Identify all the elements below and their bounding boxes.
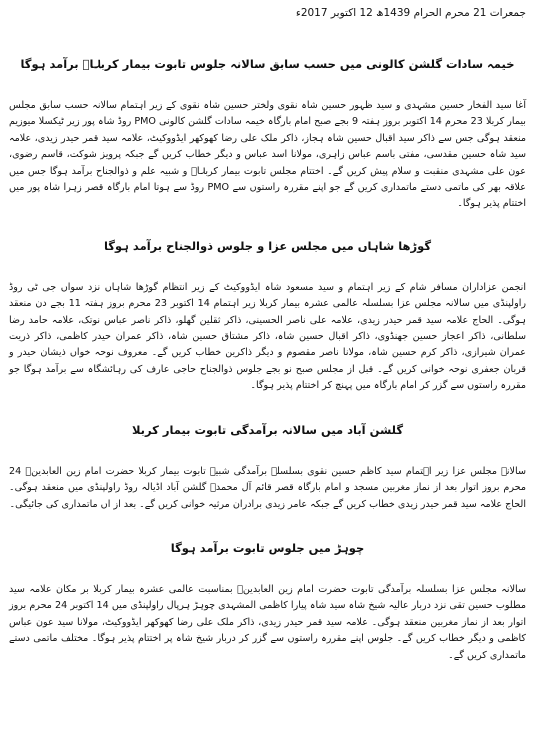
article-body: انجمن عزاداران مسافر شام کے زیر اہتمام و سید مسعود شاہ ایڈووکیٹ کے زیر انتظام گوڑھا شاہاں نزد سواں جی ٹی روڈ راولپنڈی میں سالانہ مجلس عزا بسلسلہ عالمی عشرہ بیمار کربلا زیر اہتمام 14 اکتوبر 23 محرم بروز ہفتہ 11 بجے دن منعقد ہوگی۔ الحاج علامہ سید قمر حیدر زیدی، علامہ علی ناصر الحسینی، ذاکر ثقلین گھلو، ذاکر ناصر عباس نوتک، علامہ حامد رضا سلطانی، ذاکر اعجاز حسین جھنڈوی، ذاکر اقبال حسین شاہ، ذاکر مشتاق حسین شاہ، ذاکر عمران حیدر کاظمی، ذاکر ذریت عمران شیرازی، ذاکر کرم حسین شاہ، مولانا ناصر مقصوم و دیگر ذاکرین خطاب کریں گے۔ معروف نوحہ خواں ذیشان حیدر و قربان جعفری نوحہ خوانی کریں گے۔ قبل از مجلس صبح نو بجے جلوس ذوالجناح حاجی عارف کی رہائشگاہ سے برآمد ہوگا جو مقررہ راستوں سے گزر کر امام بارگاہ میں پہنچ کر اختتام پذیر ہوگا۔ <box>9 281 526 392</box>
article-gulshan-abad <box>9 422 526 513</box>
article-chohar <box>9 540 526 664</box>
article-gorha-shahan <box>9 238 526 395</box>
article-headline: چوہڑ میں جلوس تابوت برآمد ہوگا <box>170 540 365 555</box>
article-headline: گوڑھا شاہاں میں مجلس عزا و جلوس ذوالجناح برآمد ہوگا <box>103 238 432 253</box>
dateline: جمعرات 21 محرم الحرام 1439ھ 12 اکتوبر 2017ء <box>295 7 526 19</box>
article-headline: خیمہ سادات گلشن کالونی میں حسب سابق سالانہ جلوس تابوت بیمار کربلاؑ برآمد ہوگا <box>20 57 515 71</box>
article-khaima-sadaat <box>9 56 526 213</box>
article-body: سالانہ مجلس عزا بسلسلہ برآمدگی تابوت حضرت امام زین العابدینؑ بمناسبت عالمی عشرہ بیمار کربلا بر مکان علامہ سید مطلوب حسین تقی نزد دربار عالیہ شیخ شاہ سید شاہ پیارا کاظمی المشہدی چوہڑ ہرپال راولپنڈی میں 14 اکتوبر 24 محرم بروز اتوار بعد از نماز مغربین منعقد ہوگی۔ علامہ سید قمر حیدر زیدی، ذاکر ملک علی رضا کھوکھر ایڈووکیٹ، مولانا سید عون عباس کاظمی و دیگر خطاب کریں گے۔ جلوس اپنے مقررہ راستوں سے گزر کر دربار شیخ شاہ پر اختتام پذیر ہوگا۔ مختلف ماتمی دستے ماتمداری کریں گے۔ <box>9 583 526 661</box>
article-body: آغا سید الفخار حسین مشہدی و سید ظہور حسین شاہ نقوی ولختر حسین شاہ نقوی کے زیر اہتمام سالانہ حسب سابق مجلس بیمار کربلا 23 محرم 14 اکتوبر بروز ہفتہ 9 بجے صبح امام بارگاہ خیمہ سادات گلشن کالونی PMO روڈ شاہ پور زیر ٹیکسلا میوزیم منعقد ہوگی جس سے ذاکر سید اقبال حسین شاہ ہجاز، ذاکر ملک علی رضا کھوکھر ایڈووکیٹ، علامہ سید قمر حیدر زیدی، علامہ سید شاہ حسین مقدسی، مفتی باسم عباس زاہری، مولانا اسد عباس و دیگر خطاب کریں گے جبکہ پرویز شوکت، قاسم رضوی، عون علی مشہدی منقبت و سلام پیش کریں گے۔ اختتام مجلس تابوت بیمار کربلاؑ و شبیہ علم و ذوالجناح برآمد ہوگا جس میں علاقہ بھر کی ماتمی دستے ماتمداری کریں گے جو اپنے مقررہ راستوں سے PMO روڈ سے ہوتا امام بارگاہ قصر زہرا شاہ پور میں اختتام پذیر ہوگا۔ <box>9 100 526 210</box>
article-body: سالانہ مجلس عزا زیر اہتمام سید کاظم حسین نقوی بسلسلہ برآمدگی شبیہ تابوت بیمار کربلا حضرت امام زین العابدینؑ 24 محرم بروز اتوار بعد از نماز مغربین مسجد و امام بارگاہ قصر قائم آل محمدؐ گلشن آباد اڈیالہ روڈ راولپنڈی میں منعقد ہوگی۔ الحاج علامہ سید قمر حیدر زیدی خطاب کریں گے جبکہ عامر زیدی برادران مرثیہ خوانی کریں گے۔ بعد از اں ماتمداری کی جائیگی۔ <box>9 465 526 510</box>
article-headline: گلشن آباد میں سالانہ برآمدگی تابوت بیمار کربلا <box>131 422 404 437</box>
